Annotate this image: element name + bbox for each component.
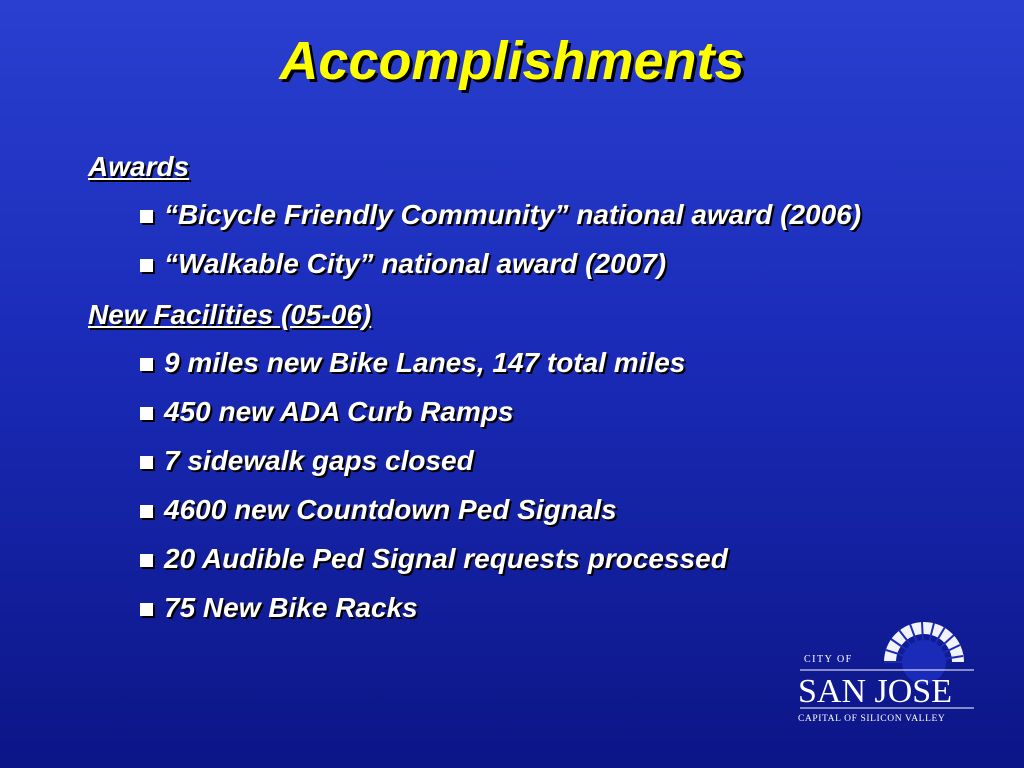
logo-san-jose: SAN JOSE	[798, 673, 952, 710]
list-item-text: 450 new ADA Curb Ramps	[164, 396, 514, 427]
square-bullet-icon	[140, 259, 153, 272]
list-item-text: 7 sidewalk gaps closed	[164, 445, 474, 476]
slide-content	[88, 150, 948, 642]
list-item	[88, 446, 948, 476]
list-item-text: 75 New Bike Racks	[164, 592, 418, 623]
facilities-list	[88, 348, 948, 623]
square-bullet-icon	[140, 505, 153, 518]
square-bullet-icon	[140, 210, 153, 223]
square-bullet-icon	[140, 358, 153, 371]
logo-city-of: CITY OF	[804, 654, 853, 665]
list-item	[88, 544, 948, 574]
list-item-text: 9 miles new Bike Lanes, 147 total miles	[164, 347, 686, 378]
section-heading-awards: Awards	[88, 151, 190, 182]
list-item	[88, 495, 948, 525]
square-bullet-icon	[140, 407, 153, 420]
square-bullet-icon	[140, 456, 153, 469]
square-bullet-icon	[140, 554, 153, 567]
section-heading-new-facilities: New Facilities (05-06)	[88, 299, 372, 330]
awards-list	[88, 200, 948, 279]
san-jose-logo	[792, 618, 982, 728]
list-item	[88, 397, 948, 427]
logo-capital-of-silicon-valley: CAPITAL OF SILICON VALLEY	[798, 714, 946, 724]
list-item	[88, 249, 948, 279]
list-item-text: 4600 new Countdown Ped Signals	[164, 494, 617, 525]
list-item-text: 20 Audible Ped Signal requests processed	[164, 543, 728, 574]
slide-title: Accomplishments	[279, 31, 745, 91]
list-item	[88, 200, 934, 230]
list-item	[88, 348, 948, 378]
square-bullet-icon	[140, 603, 153, 616]
list-item-text: “Walkable City” national award (2007)	[164, 248, 667, 279]
list-item-text: “Bicycle Friendly Community” national award (2006)	[164, 199, 862, 230]
